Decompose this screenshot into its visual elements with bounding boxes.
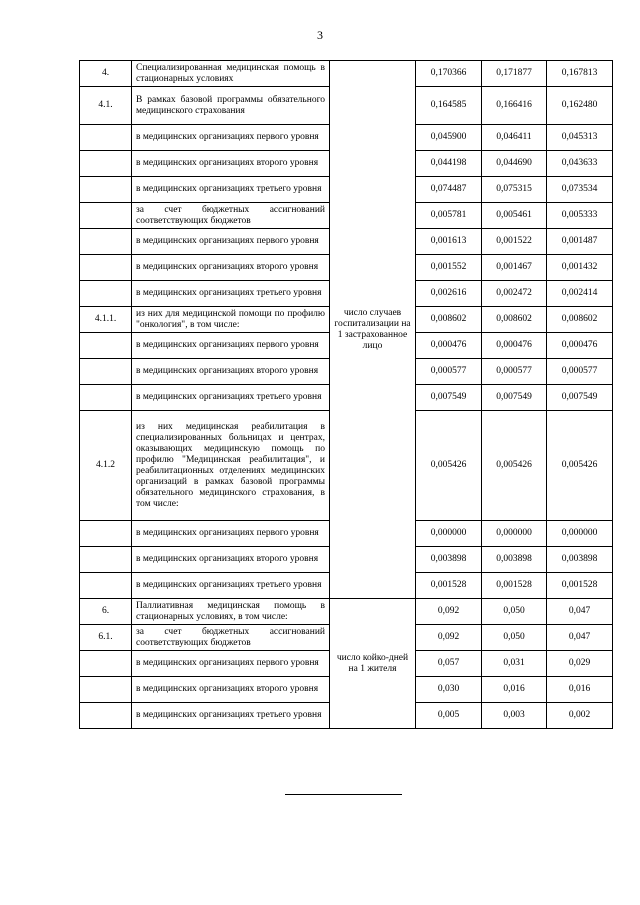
- value-cell: 0,002616: [416, 281, 482, 307]
- row-number: 6.1.: [80, 625, 132, 651]
- unit-hospitalization: число случаев госпитализации на 1 застрахованное лицо: [330, 61, 416, 599]
- value-cell: 0,170366: [416, 61, 482, 87]
- value-cell: 0,045900: [416, 125, 482, 151]
- value-cell: 0,008602: [547, 307, 613, 333]
- value-cell: 0,092: [416, 599, 482, 625]
- value-cell: 0,045313: [547, 125, 613, 151]
- row-description: за счет бюджетных ассигнований соответствующих бюджетов: [132, 625, 330, 651]
- value-cell: 0,005461: [482, 203, 547, 229]
- value-cell: 0,166416: [482, 87, 547, 125]
- row-number: 6.: [80, 599, 132, 625]
- row-description: за счет бюджетных ассигнований соответствующих бюджетов: [132, 203, 330, 229]
- value-cell: 0,075315: [482, 177, 547, 203]
- row-number: [80, 651, 132, 677]
- value-cell: 0,000577: [482, 359, 547, 385]
- row-number: 4.: [80, 61, 132, 87]
- value-cell: 0,003898: [482, 547, 547, 573]
- value-cell: 0,005781: [416, 203, 482, 229]
- value-cell: 0,074487: [416, 177, 482, 203]
- value-cell: 0,050: [482, 599, 547, 625]
- row-number: [80, 255, 132, 281]
- value-cell: 0,005: [416, 703, 482, 729]
- row-number: [80, 151, 132, 177]
- row-description: в медицинских организациях первого уровня: [132, 333, 330, 359]
- row-number: 4.1.: [80, 87, 132, 125]
- row-number: [80, 177, 132, 203]
- row-number: 4.1.2: [80, 411, 132, 521]
- row-number: [80, 547, 132, 573]
- unit-bed-days: число койко-дней на 1 жителя: [330, 599, 416, 729]
- value-cell: 0,016: [547, 677, 613, 703]
- value-cell: 0,001552: [416, 255, 482, 281]
- row-number: [80, 703, 132, 729]
- row-number: [80, 521, 132, 547]
- value-cell: 0,162480: [547, 87, 613, 125]
- value-cell: 0,008602: [482, 307, 547, 333]
- value-cell: 0,171877: [482, 61, 547, 87]
- value-cell: 0,057: [416, 651, 482, 677]
- value-cell: 0,002472: [482, 281, 547, 307]
- row-number: [80, 573, 132, 599]
- row-description: в медицинских организациях третьего уровня: [132, 703, 330, 729]
- value-cell: 0,000476: [416, 333, 482, 359]
- value-cell: 0,007549: [482, 385, 547, 411]
- value-cell: 0,003898: [416, 547, 482, 573]
- row-number: [80, 203, 132, 229]
- row-number: [80, 333, 132, 359]
- row-description: Специализированная медицинская помощь в стационарных условиях: [132, 61, 330, 87]
- value-cell: 0,046411: [482, 125, 547, 151]
- row-number: [80, 385, 132, 411]
- value-cell: 0,008602: [416, 307, 482, 333]
- value-cell: 0,029: [547, 651, 613, 677]
- value-cell: 0,005333: [547, 203, 613, 229]
- footer-divider: [285, 794, 402, 795]
- value-cell: 0,092: [416, 625, 482, 651]
- row-description: в медицинских организациях третьего уровня: [132, 177, 330, 203]
- value-cell: 0,000476: [547, 333, 613, 359]
- value-cell: 0,000000: [482, 521, 547, 547]
- row-description: в медицинских организациях первого уровня: [132, 521, 330, 547]
- value-cell: 0,005426: [482, 411, 547, 521]
- value-cell: 0,000000: [547, 521, 613, 547]
- row-description: В рамках базовой программы обязательного медицинского страхования: [132, 87, 330, 125]
- value-cell: 0,003: [482, 703, 547, 729]
- value-cell: 0,047: [547, 599, 613, 625]
- value-cell: 0,044198: [416, 151, 482, 177]
- value-cell: 0,005426: [547, 411, 613, 521]
- value-cell: 0,000577: [416, 359, 482, 385]
- value-cell: 0,000577: [547, 359, 613, 385]
- value-cell: 0,002: [547, 703, 613, 729]
- page-number: 3: [317, 28, 323, 42]
- value-cell: 0,005426: [416, 411, 482, 521]
- value-cell: 0,001432: [547, 255, 613, 281]
- row-description: в медицинских организациях третьего уровня: [132, 385, 330, 411]
- row-description: в медицинских организациях первого уровня: [132, 651, 330, 677]
- value-cell: 0,000476: [482, 333, 547, 359]
- row-description: в медицинских организациях второго уровня: [132, 359, 330, 385]
- value-cell: 0,031: [482, 651, 547, 677]
- row-description: в медицинских организациях третьего уровня: [132, 281, 330, 307]
- value-cell: 0,003898: [547, 547, 613, 573]
- value-cell: 0,002414: [547, 281, 613, 307]
- value-cell: 0,007549: [547, 385, 613, 411]
- value-cell: 0,047: [547, 625, 613, 651]
- value-cell: 0,001528: [482, 573, 547, 599]
- row-description: в медицинских организациях второго уровня: [132, 547, 330, 573]
- row-description: в медицинских организациях третьего уровня: [132, 573, 330, 599]
- row-description: из них медицинская реабилитация в специализированных больницах и центрах, оказывающих медицинскую помощь по профилю "Медицинская реабилитация", и реабилитационных отделениях медицинских организаций в рамках базовой программы обязательного медицинского страхования, в том числе:: [132, 411, 330, 521]
- row-description: в медицинских организациях первого уровня: [132, 229, 330, 255]
- value-cell: 0,073534: [547, 177, 613, 203]
- value-cell: 0,050: [482, 625, 547, 651]
- value-cell: 0,001613: [416, 229, 482, 255]
- value-cell: 0,001528: [416, 573, 482, 599]
- row-description: Паллиативная медицинская помощь в стационарных условиях, в том числе:: [132, 599, 330, 625]
- row-description: из них для медицинской помощи по профилю "онкология", в том числе:: [132, 307, 330, 333]
- row-number: [80, 229, 132, 255]
- indicators-table: [79, 60, 613, 729]
- row-number: [80, 677, 132, 703]
- value-cell: 0,164585: [416, 87, 482, 125]
- table-row: [80, 61, 613, 87]
- value-cell: 0,001528: [547, 573, 613, 599]
- value-cell: 0,007549: [416, 385, 482, 411]
- value-cell: 0,043633: [547, 151, 613, 177]
- value-cell: 0,167813: [547, 61, 613, 87]
- value-cell: 0,001487: [547, 229, 613, 255]
- value-cell: 0,044690: [482, 151, 547, 177]
- row-number: [80, 359, 132, 385]
- row-description: в медицинских организациях второго уровня: [132, 677, 330, 703]
- row-description: в медицинских организациях второго уровня: [132, 151, 330, 177]
- value-cell: 0,000000: [416, 521, 482, 547]
- table-row: [80, 599, 613, 625]
- row-number: 4.1.1.: [80, 307, 132, 333]
- row-number: [80, 125, 132, 151]
- value-cell: 0,001467: [482, 255, 547, 281]
- row-description: в медицинских организациях первого уровня: [132, 125, 330, 151]
- value-cell: 0,001522: [482, 229, 547, 255]
- value-cell: 0,016: [482, 677, 547, 703]
- row-description: в медицинских организациях второго уровня: [132, 255, 330, 281]
- value-cell: 0,030: [416, 677, 482, 703]
- row-number: [80, 281, 132, 307]
